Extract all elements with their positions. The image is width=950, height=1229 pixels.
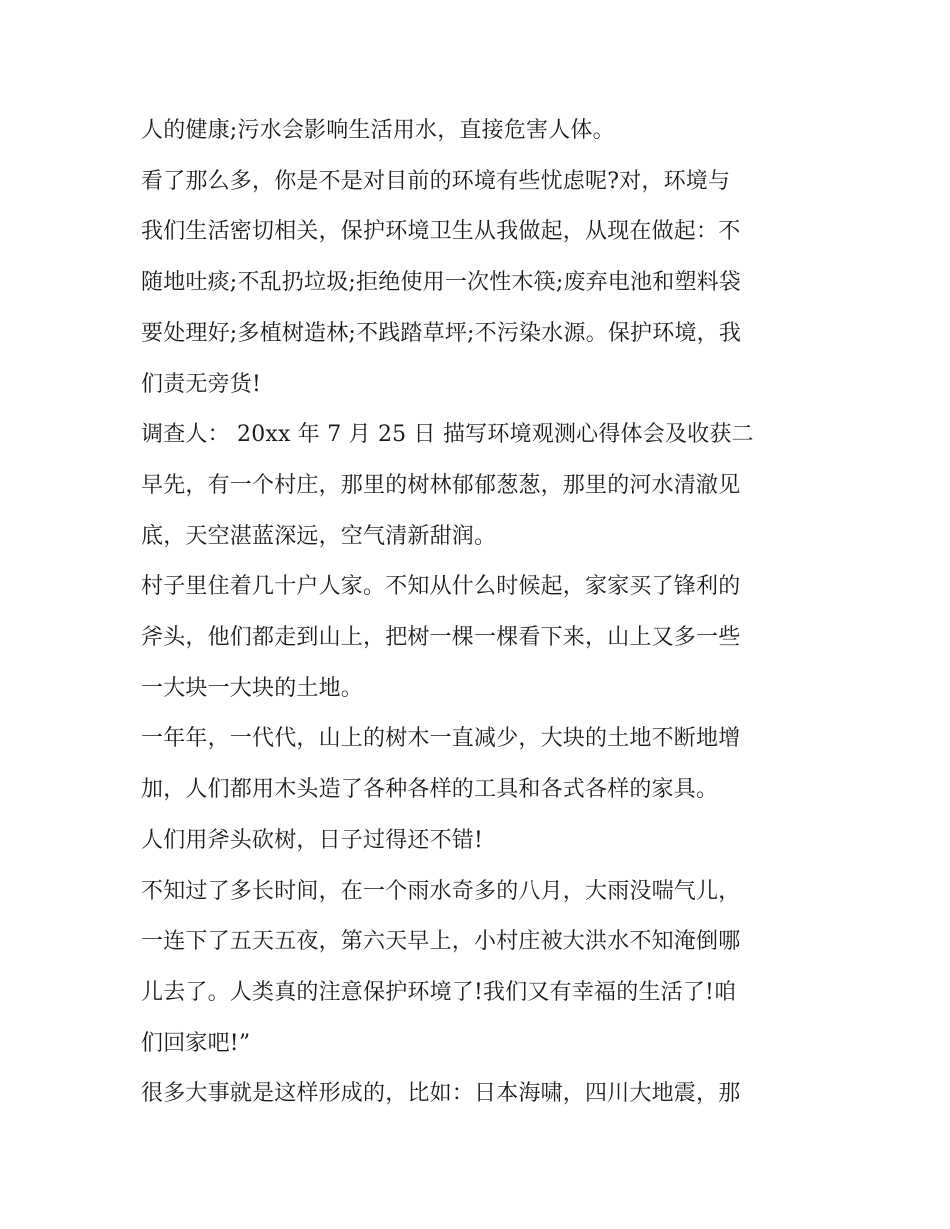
text-line: 早先，有一个村庄，那里的树林郁郁葱葱，那里的河水清澈见 [141, 472, 741, 498]
text-line: 们回家吧!” [141, 1030, 251, 1056]
text-line: 调查人： 20xx 年 7 月 25 日 描写环境观测心得体会及收获二 [141, 422, 754, 448]
text-line: 们责无旁货! [141, 371, 262, 397]
text-line: 看了那么多，你是不是对目前的环境有些忧虑呢?对，环境与 [141, 168, 731, 194]
text-line: 底，天空湛蓝深远，空气清新甜润。 [141, 523, 497, 549]
text-line: 加，人们都用木头造了各种各样的工具和各式各样的家具。 [141, 777, 719, 803]
text-line: 一连下了五天五夜，第六天早上，小村庄被大洪水不知淹倒哪 [141, 929, 741, 955]
text-line: 很多大事就是这样形成的，比如：日本海啸，四川大地震，那 [141, 1081, 741, 1107]
text-line: 随地吐痰;不乱扔垃圾;拒绝使用一次性木筷;废弃电池和塑料袋 [141, 270, 742, 296]
text-line: 要处理好;多植树造林;不践踏草坪;不污染水源。保护环境，我 [141, 320, 742, 346]
document-body [141, 106, 821, 1120]
text-line: 我们生活密切相关，保护环境卫生从我做起，从现在做起：不 [141, 219, 741, 245]
text-line: 村子里住着几十户人家。不知从什么时候起，家家买了锋利的 [141, 574, 741, 600]
text-line: 人们用斧头砍树，日子过得还不错! [141, 827, 484, 853]
text-line: 斧头，他们都走到山上，把树一棵一棵看下来，山上又多一些 [141, 625, 741, 651]
text-line: 儿去了。人类真的注意保护环境了!我们又有幸福的生活了!咱 [141, 979, 737, 1005]
text-line: 人的健康;污水会影响生活用水，直接危害人体。 [141, 118, 615, 143]
text-line: 不知过了多长时间，在一个雨水奇多的八月，大雨没喘气儿， [141, 878, 741, 904]
text-line: 一大块一大块的土地。 [141, 675, 364, 701]
text-line: 一年年，一代代，山上的树木一直减少，大块的土地不断地增 [141, 726, 741, 752]
